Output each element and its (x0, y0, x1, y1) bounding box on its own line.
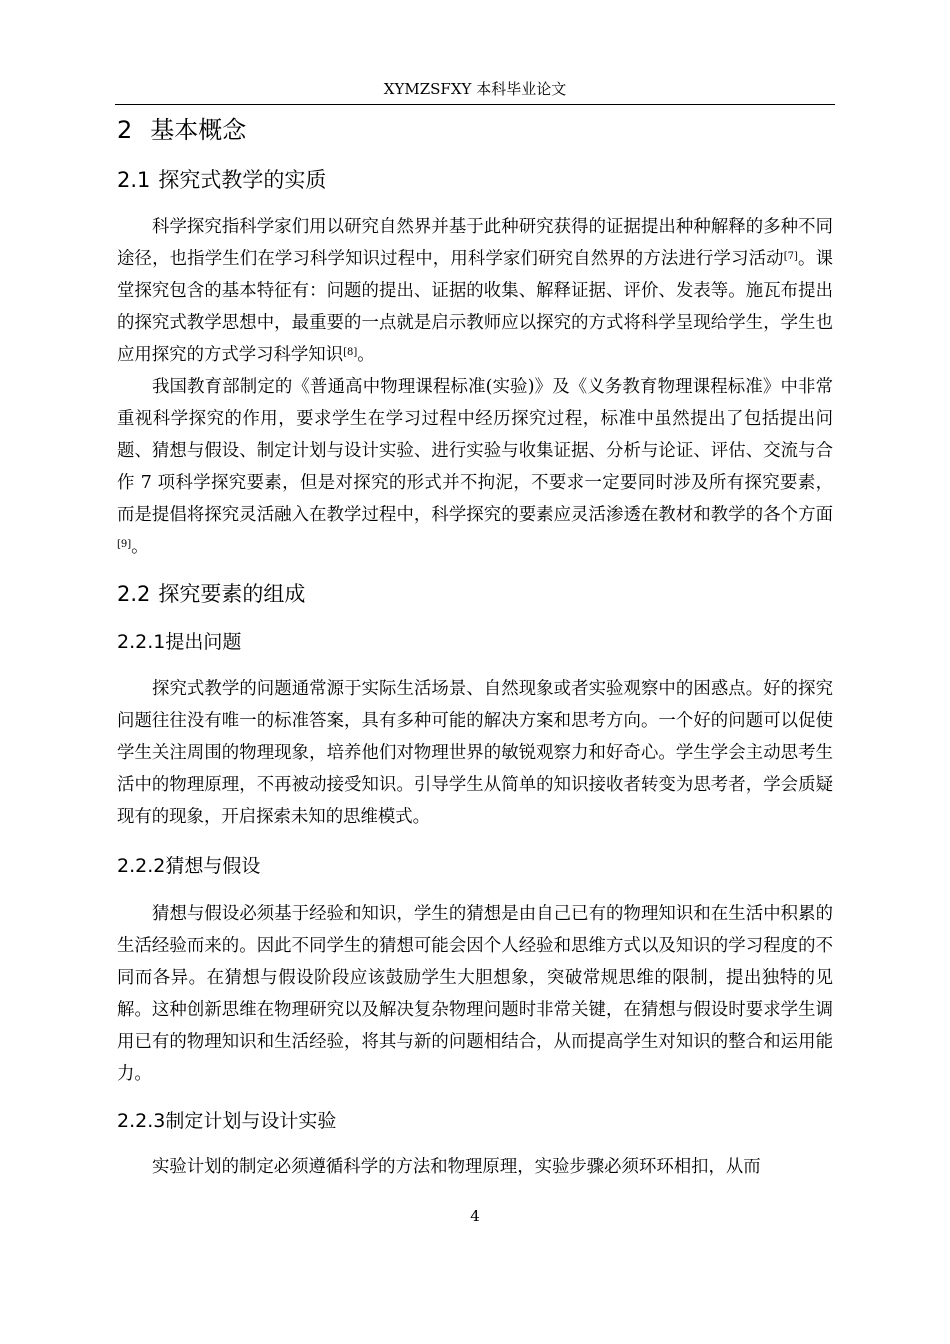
section-title: 探究式教学的实质 (158, 168, 327, 192)
section-2-2-heading (117, 579, 305, 609)
subsection-2-2-1-heading (117, 628, 241, 656)
paragraph-text: 。 (357, 345, 375, 365)
subsection-title: 制定计划与设计实验 (165, 1110, 337, 1132)
section-title: 探究要素的组成 (158, 582, 306, 606)
subsection-2-2-3-heading (117, 1107, 336, 1135)
chapter-title: 基本概念 (150, 116, 247, 144)
paragraph-2-2-1: 探究式教学的问题通常源于实际生活场景、自然现象或者实验观察中的困惑点。好的探究问题往往没有唯一的标准答案，具有多种可能的解决方案和思考方向。一个好的问题可以促使学生关注周围的物理现象，培养他们对物理世界的敏锐观察力和好奇心。学生学会主动思考生活中的物理原理，不再被动接受知识。引导学生从简单的知识接收者转变为思考者，学会质疑现有的现象，开启探索未知的思维模式。 (117, 679, 833, 827)
citation-ref: [8] (343, 347, 358, 358)
section-2-1-heading (117, 165, 326, 195)
subsection-title: 猜想与假设 (165, 855, 261, 877)
chapter-number: 2 (117, 116, 133, 144)
paragraph-2-1-2 (117, 371, 833, 563)
paragraph-text: 科学探究指科学家们用以研究自然界并基于此种研究获得的证据提出种种解释的多种不同途径，也指学生们在学习科学知识过程中，用科学家们研究自然界的方法进行学习活动 (117, 217, 833, 269)
paragraph-2-2-3: 实验计划的制定必须遵循科学的方法和物理原理，实验步骤必须环环相扣，从而 (152, 1157, 761, 1177)
subsection-number: 2.2.2 (117, 855, 166, 877)
citation-ref: [9] (117, 539, 132, 550)
subsection-2-2-2-heading (117, 852, 260, 880)
paragraph-text: 。 (131, 537, 149, 557)
chapter-heading (117, 113, 246, 147)
section-number: 2.2 (117, 582, 151, 606)
paragraph-text: 。课堂探究包含的基本特征有：问题的提出、证据的收集、解释证据、评价、发表等。施瓦布提出的探究式教学思想中，最重要的一点就是启示教师应以探究的方式将科学呈现给学生，学生也应用探究的方式学习科学知识 (117, 249, 833, 365)
paragraph-2-2-2: 猜想与假设必须基于经验和知识，学生的猜想是由自己已有的物理知识和在生活中积累的生活经验而来的。因此不同学生的猜想可能会因个人经验和思维方式以及知识的学习程度的不同而各异。在猜想与假设阶段应该鼓励学生大胆想象，突破常规思维的限制，提出独特的见解。这种创新思维在物理研究以及解决复杂物理问题时非常关键，在猜想与假设时要求学生调用已有的物理知识和生活经验，将其与新的问题相结合，从而提高学生对知识的整合和运用能力。 (117, 904, 833, 1084)
section-number: 2.1 (117, 168, 151, 192)
subsection-number: 2.2.3 (117, 1110, 166, 1132)
subsection-title: 提出问题 (165, 631, 242, 653)
citation-ref: [7] (783, 251, 798, 262)
paragraph-2-1-1 (117, 211, 833, 371)
header-divider (115, 104, 835, 105)
running-header: XYMZSFXY 本科毕业论文 (383, 80, 567, 98)
subsection-number: 2.2.1 (117, 631, 166, 653)
page-number: 4 (470, 1207, 480, 1225)
paragraph-text: 我国教育部制定的《普通高中物理课程标准(实验)》及《义务教育物理课程标准》中非常重视科学探究的作用，要求学生在学习过程中经历探究过程，标准中虽然提出了包括提出问题、猜想与假设、制定计划与设计实验、进行实验与收集证据、分析与论证、评估、交流与合作 7 项科学探究要素，但是对探究的形式并不拘泥，不要求一定要同时涉及所有探究要素，而是提倡将探究灵活融入在教学过程中，科学探究的要素应灵活渗透在教材和教学的各个方面 (117, 377, 833, 525)
